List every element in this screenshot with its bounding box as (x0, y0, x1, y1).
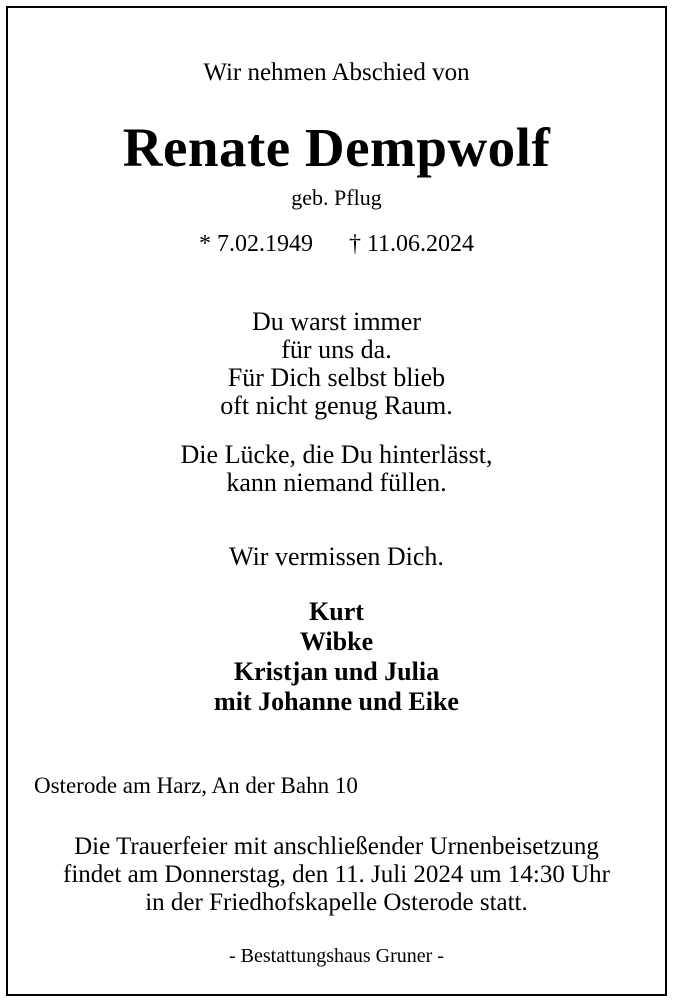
poem-line: Du warst immer (252, 307, 421, 336)
death-date: † 11.06.2024 (348, 231, 475, 257)
poem-line: Die Lücke, die Du hinterlässt, (180, 440, 493, 469)
birth-name: geb. Pflug (291, 185, 382, 210)
closing-line: Wir vermissen Dich. (229, 542, 444, 571)
life-dates (0, 232, 673, 256)
poem-line: kann niemand füllen. (226, 468, 447, 497)
poem-line: für uns da. (281, 335, 392, 364)
deceased-name: Renate Dempwolf (122, 117, 551, 178)
birth-date: * 7.02.1949 (198, 231, 313, 257)
mourner-name: Wibke (299, 627, 374, 656)
service-info-line: findet am Donnerstag, den 11. Juli 2024 um 14:30 Uhr (63, 861, 610, 888)
family-address: Osterode am Harz, An der Bahn 10 (34, 773, 358, 798)
service-info-line: in der Friedhofskapelle Osterode statt. (145, 889, 528, 916)
mourner-name: Kurt (309, 597, 364, 626)
mourner-name: mit Johanne und Eike (214, 687, 459, 716)
funeral-home: - Bestattungshaus Gruner - (229, 945, 444, 967)
poem-line: Für Dich selbst blieb (227, 363, 446, 392)
mourner-name: Kristjan und Julia (233, 657, 440, 686)
service-info-line: Die Trauerfeier mit anschließender Urnenbeisetzung (74, 833, 599, 860)
intro-text: Wir nehmen Abschied von (203, 59, 470, 86)
poem-line: oft nicht genug Raum. (220, 391, 453, 420)
